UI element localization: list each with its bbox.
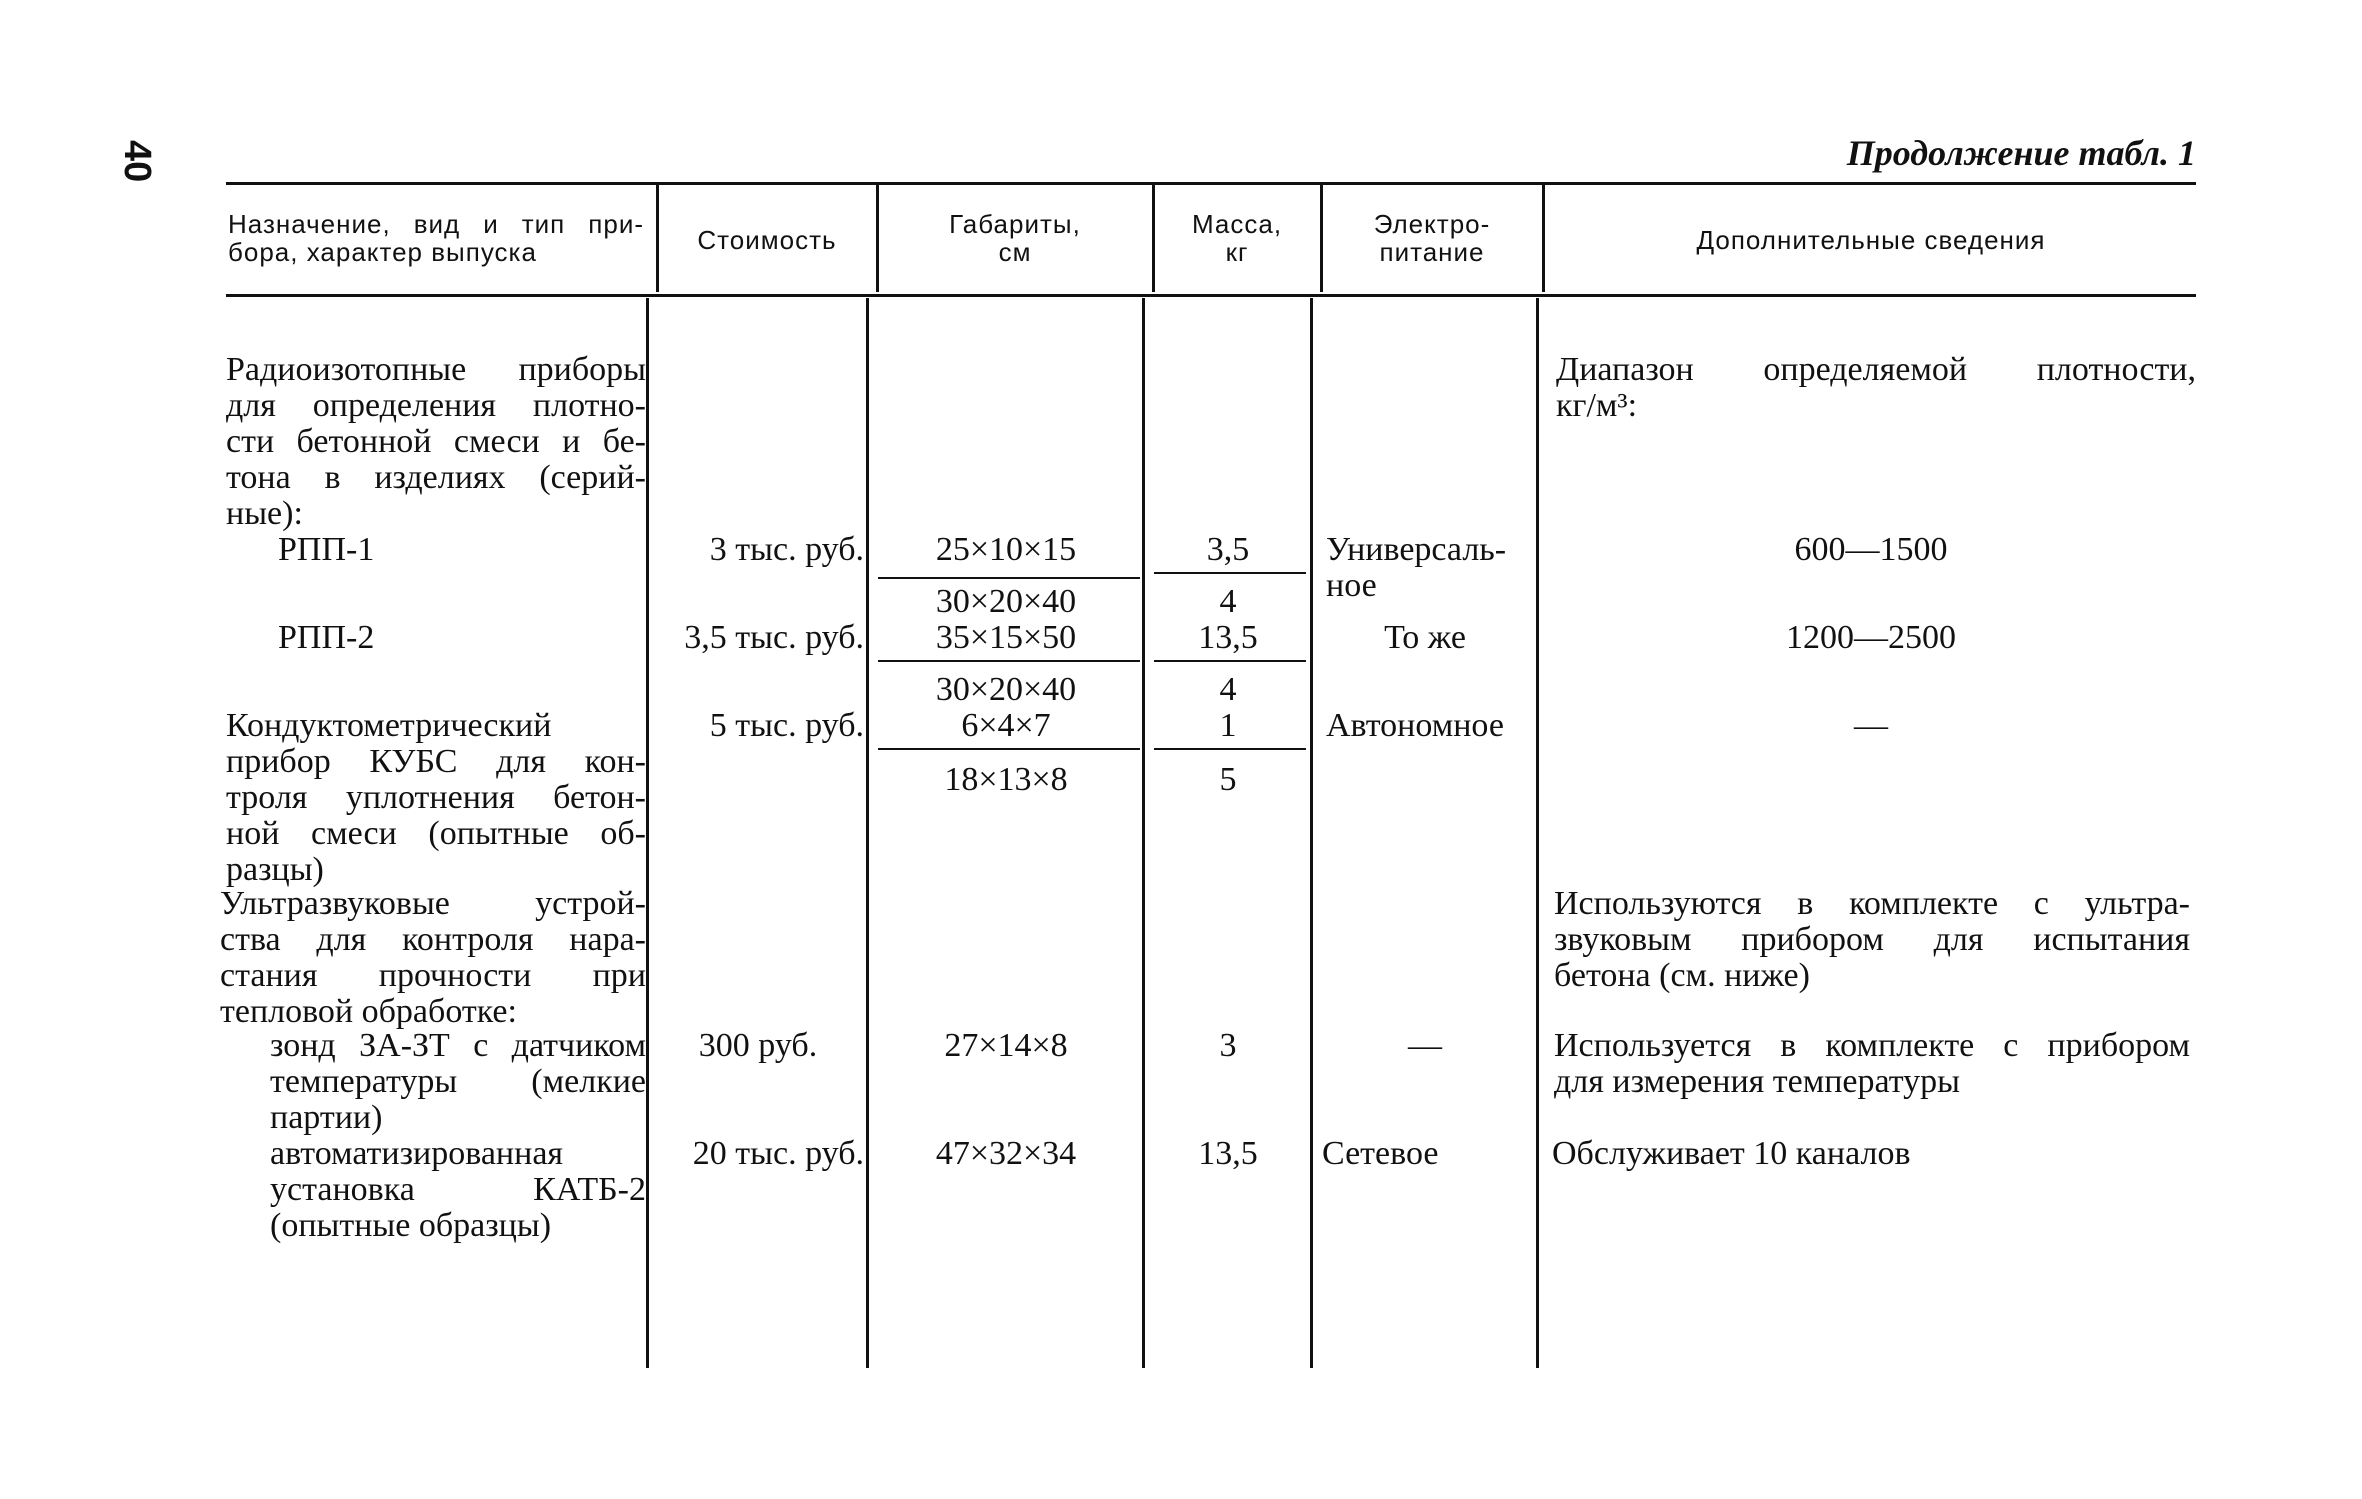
header-separator — [876, 184, 879, 292]
katb-title — [270, 1136, 646, 1244]
zond-power: — — [1408, 1027, 1442, 1064]
text-line: установка КАТБ-2 — [270, 1171, 646, 1208]
rpp1-dims-top: 25×10×15 — [935, 531, 1077, 568]
rpp2-dims-top: 35×15×50 — [935, 619, 1077, 656]
zond-title — [270, 1028, 646, 1136]
radio-group-extra — [1556, 352, 2196, 424]
zond-cost: 300 руб. — [698, 1027, 818, 1064]
header-mass-line: Масса, — [1191, 209, 1283, 239]
header-extra — [1546, 226, 2196, 254]
header-separator — [656, 184, 659, 292]
header-separator — [1542, 184, 1545, 292]
text-line: ное — [1326, 567, 1377, 604]
header-mass — [1156, 210, 1318, 266]
kubs-mass-bottom: 5 — [1219, 761, 1237, 798]
rpp1-mass-top: 3,5 — [1206, 531, 1250, 568]
zond-extra — [1554, 1028, 2190, 1100]
rpp1-cost: 3 тыс. руб. — [709, 531, 864, 568]
text-line: Диапазон определяемой плотности, — [1556, 351, 2196, 388]
kubs-mass-top: 1 — [1219, 707, 1237, 744]
katb-extra: Обслуживает 10 каналов — [1552, 1135, 1911, 1172]
text-line: ства для контроля нара- — [220, 921, 646, 958]
kubs-dims-bottom: 18×13×8 — [944, 761, 1068, 798]
text-line: ной смеси (опытные об- — [226, 815, 646, 852]
text-line: температуры (мелкие — [270, 1063, 646, 1100]
kubs-mass-divider — [1154, 748, 1306, 750]
kubs-title — [226, 708, 646, 888]
text-line: зонд ЗА-ЗТ с датчиком — [270, 1027, 646, 1064]
table-top-rule — [226, 182, 2196, 185]
kubs-dims-top: 6×4×7 — [961, 707, 1051, 744]
table-header-rule — [226, 294, 2196, 297]
rpp2-cost: 3,5 тыс. руб. — [684, 619, 864, 656]
rpp2-dims-bottom: 30×20×40 — [935, 671, 1077, 708]
radio-group-title — [226, 352, 646, 532]
text-line: Используется в комплекте с прибором — [1554, 1027, 2190, 1064]
kubs-dims-divider — [878, 748, 1140, 750]
text-line: стания прочности при — [220, 957, 646, 994]
rpp2-dims-divider — [878, 660, 1140, 662]
header-dims-line: Габариты, — [949, 209, 1081, 239]
text-line: сти бетонной смеси и бе- — [226, 423, 646, 460]
text-line: Кондуктометрический — [226, 707, 552, 744]
rpp1-dims-divider — [878, 577, 1140, 579]
text-line: для измерения температуры — [1554, 1063, 1960, 1100]
text-line: ные): — [226, 495, 303, 532]
rpp1-name: РПП-1 — [278, 531, 375, 568]
text-line: Универсаль- — [1326, 531, 1507, 568]
header-purpose-line: Назначение, вид и тип при- — [228, 209, 644, 239]
kubs-extra: — — [1854, 707, 1888, 744]
rpp2-mass-bottom: 4 — [1219, 671, 1237, 708]
text-line: автоматизированная — [270, 1135, 564, 1172]
text-line: тона в изделиях (серий- — [226, 459, 646, 496]
header-power-line: Электро- — [1373, 209, 1491, 239]
body-separator — [866, 298, 869, 1368]
text-line: Используются в комплекте с ультра- — [1554, 885, 2190, 922]
body-separator — [1142, 298, 1145, 1368]
zond-dims: 27×14×8 — [944, 1027, 1068, 1064]
text-line: Ультразвуковые устрой- — [220, 885, 646, 922]
page-number: 40 — [116, 140, 158, 183]
katb-power: Сетевое — [1322, 1135, 1439, 1172]
rpp2-power: То же — [1384, 619, 1466, 656]
header-dims-line: см — [998, 237, 1032, 267]
rpp2-name: РПП-2 — [278, 619, 375, 656]
table-continuation-label: Продолжение табл. 1 — [1846, 133, 2196, 173]
text-line: для определения плотно- — [226, 387, 646, 424]
text-line: звуковым прибором для испытания — [1554, 921, 2190, 958]
text-line: (опытные образцы) — [270, 1207, 552, 1244]
rpp1-density-range: 600—1500 — [1794, 531, 1948, 568]
zond-mass: 3 — [1219, 1027, 1237, 1064]
text-line: прибор КУБС для кон- — [226, 743, 646, 780]
rpp1-dims-bottom: 30×20×40 — [935, 583, 1077, 620]
body-separator — [1310, 298, 1313, 1368]
rpp1-mass-divider — [1154, 572, 1306, 574]
ultra-group-extra — [1554, 886, 2190, 994]
body-separator — [1536, 298, 1539, 1368]
header-purpose-line: бора, характер выпуска — [228, 237, 537, 267]
text-line: разцы) — [226, 851, 324, 888]
header-power-line: питание — [1379, 237, 1485, 267]
text-line: партии) — [270, 1099, 383, 1136]
katb-dims: 47×32×34 — [935, 1135, 1077, 1172]
header-purpose — [228, 210, 644, 266]
rpp2-density-range: 1200—2500 — [1786, 619, 1956, 656]
text-line: тепловой обработке: — [220, 993, 517, 1030]
text-line: бетона (см. ниже) — [1554, 957, 1810, 994]
rpp1-power — [1326, 532, 1536, 604]
body-separator — [646, 298, 649, 1368]
rpp2-mass-top: 13,5 — [1198, 619, 1258, 656]
header-dims — [880, 210, 1150, 266]
text-line: кг/м³: — [1556, 387, 1638, 424]
ultra-group-title — [220, 886, 646, 1030]
katb-cost: 20 тыс. руб. — [692, 1135, 864, 1172]
katb-mass: 13,5 — [1198, 1135, 1258, 1172]
header-mass-line: кг — [1225, 237, 1249, 267]
kubs-power: Автономное — [1326, 707, 1504, 744]
kubs-cost: 5 тыс. руб. — [709, 707, 864, 744]
rpp2-mass-divider — [1154, 660, 1306, 662]
header-cost — [660, 226, 874, 254]
header-separator — [1152, 184, 1155, 292]
header-cost-label: Стоимость — [697, 225, 837, 255]
header-separator — [1320, 184, 1323, 292]
header-extra-label: Дополнительные сведения — [1696, 225, 2046, 255]
text-line: троля уплотнения бетон- — [226, 779, 646, 816]
rpp1-mass-bottom: 4 — [1219, 583, 1237, 620]
header-power — [1324, 210, 1540, 266]
text-line: Радиоизотопные приборы — [226, 351, 646, 388]
